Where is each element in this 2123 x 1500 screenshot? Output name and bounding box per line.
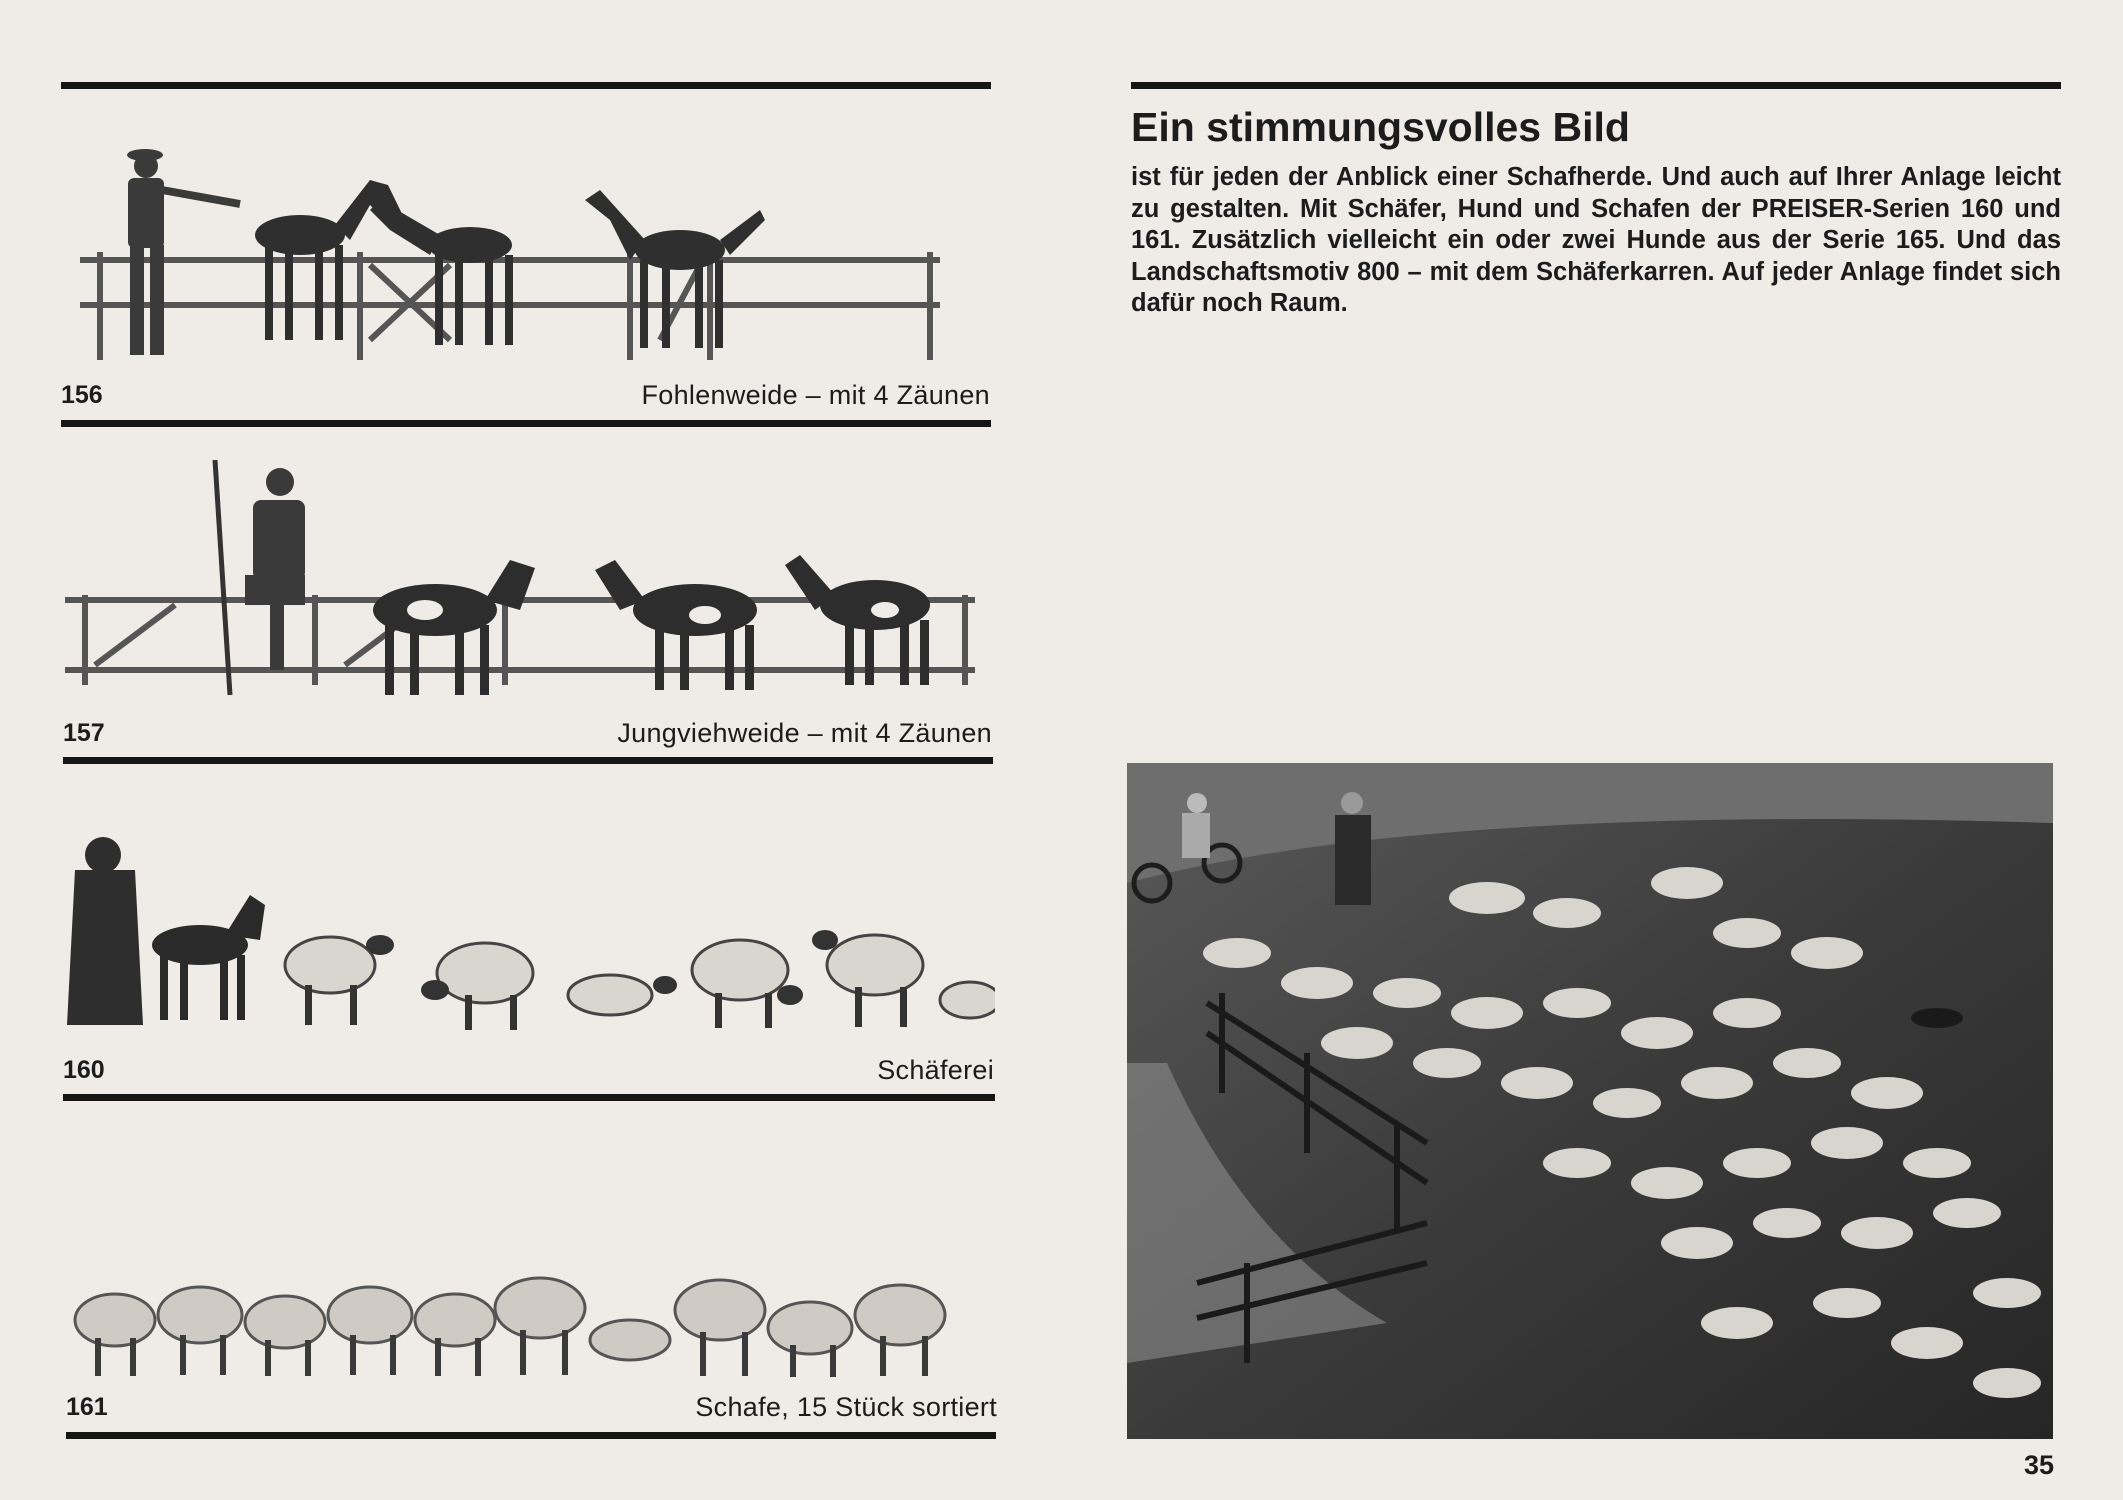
young-cattle-pasture-illustration (65, 460, 985, 705)
page-number: 35 (2023, 1450, 2054, 1480)
item-number-156: 156 (61, 381, 103, 409)
shepherd-scene-illustration (65, 825, 995, 1030)
rule-160 (63, 1094, 995, 1101)
top-rule-left (61, 82, 991, 89)
item-caption-160: Schäferei (877, 1055, 994, 1085)
rule-156 (61, 420, 991, 427)
item-number-161: 161 (66, 1393, 108, 1421)
article-body: ist für jeden der Anblick einer Schafherde. Und auch auf Ihrer Anlage leicht zu gestalten. Mit Schäfer, Hund und Schafen der PREISER-Serien 160 und 161. Zusätzlich vielleicht ein oder zwei Hunde aus der Serie 165. Und das Landschaftsmotiv 800 – mit dem Schäferkarren. Auf jeder Anlage findet sich dafür noch Raum. (1131, 163, 2061, 317)
item-caption-157: Jungviehweide – mit 4 Zäunen (617, 718, 992, 748)
sheep-flock-illustration (70, 1260, 970, 1380)
item-caption-156: Fohlenweide – mit 4 Zäunen (641, 380, 990, 410)
item-number-160: 160 (63, 1056, 105, 1084)
item-caption-161: Schafe, 15 Stück sortiert (695, 1392, 997, 1422)
item-number-157: 157 (63, 719, 105, 747)
article-headline: Ein stimmungsvolles Bild (1131, 104, 1630, 150)
foal-pasture-illustration (70, 140, 970, 370)
rule-161 (66, 1432, 996, 1439)
rule-157 (63, 757, 993, 764)
sheep-herd-photo (1127, 763, 2053, 1439)
top-rule-right (1131, 82, 2061, 89)
